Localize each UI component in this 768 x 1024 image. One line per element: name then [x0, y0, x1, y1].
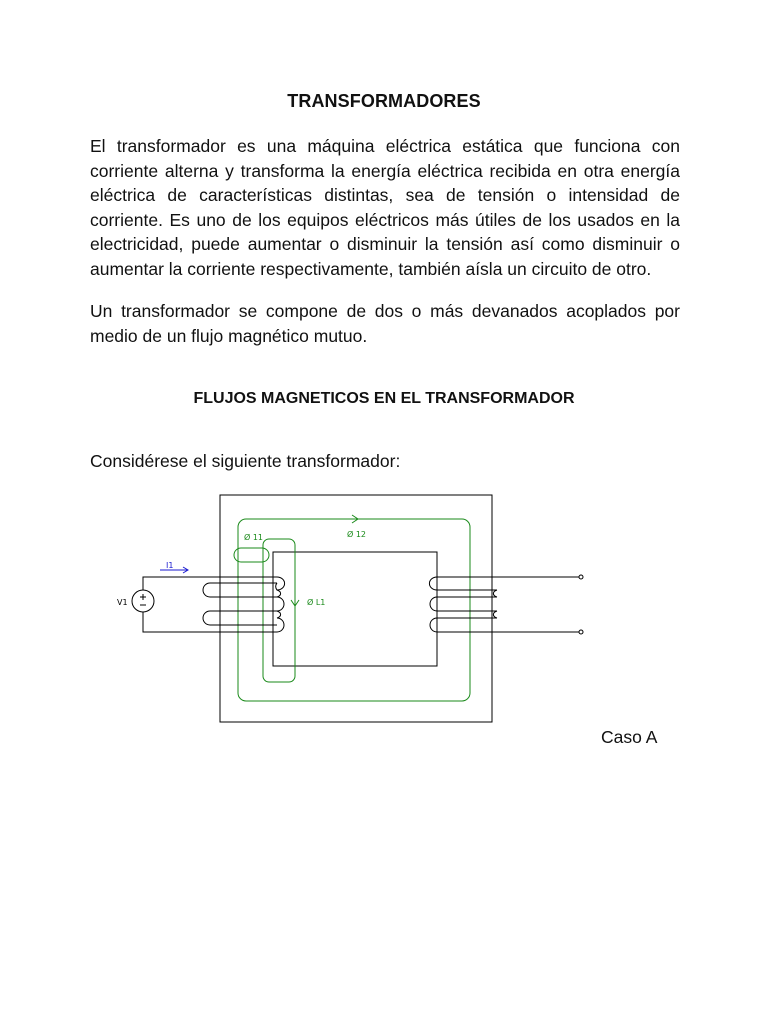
terminal-top [579, 575, 583, 579]
leak-flux-loop [234, 548, 269, 562]
core-window [273, 552, 437, 666]
voltage-source-icon [132, 590, 154, 612]
flux-mutual-label: Ø 12 [347, 530, 367, 539]
current-arrow [160, 567, 188, 573]
flux-leak-label: Ø L1 [307, 598, 326, 607]
paragraph-definition: El transformador es una máquina eléctrica estática que funciona con corriente alterna y transforma la energía eléctrica recibida en otra energía eléctrica de características distintas, sea de tensión o intensidad de corriente. Es uno de los equipos eléctricos más útiles de los usados en la electricidad, puede aumentar o disminuir la tensión así como disminuir o aumentar la corriente respectivamente, también aísla un circuito de otro. [90, 136, 680, 279]
secondary-winding-right-loops [493, 590, 497, 618]
section-title: FLUJOS MAGNETICOS EN EL TRANSFORMADOR [193, 390, 575, 407]
secondary-winding-left-loops [429, 577, 437, 632]
secondary-winding-links [437, 577, 497, 632]
paragraph-composition: Un transformador se compone de dos o más devanados acoplados por medio de un flujo magnético mutuo. [90, 301, 680, 346]
flux-primary-label: Ø 11 [244, 533, 264, 542]
figure-caption: Caso A [601, 727, 658, 747]
source-label: V1 [117, 598, 128, 607]
primary-winding-right-loops [276, 577, 285, 632]
document-title: TRANSFORMADORES [287, 91, 481, 111]
terminal-bottom [579, 630, 583, 634]
primary-winding-left-loops [203, 583, 210, 625]
intro-text: Considérese el siguiente transformador: [90, 451, 401, 471]
primary-wire [143, 577, 277, 632]
current-label: I1 [166, 561, 174, 570]
secondary-output-wires [497, 577, 579, 632]
